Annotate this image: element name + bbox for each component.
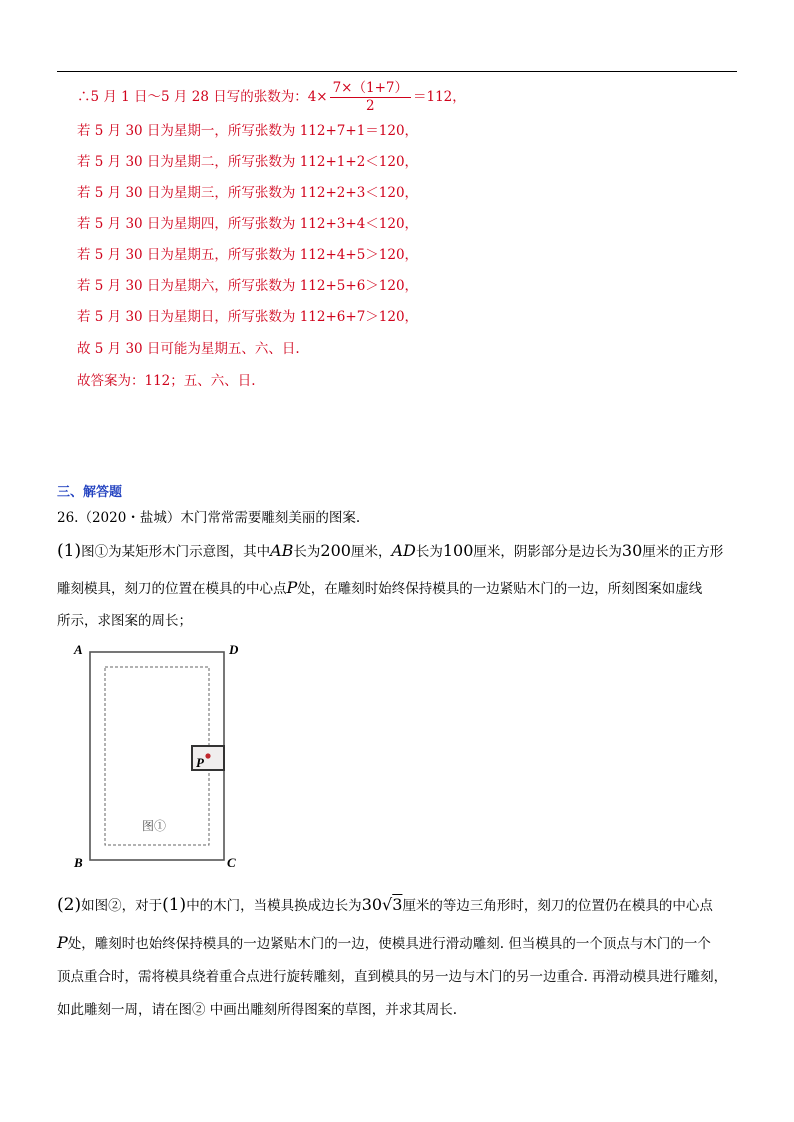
- question-stem: 26.（2020・盐城）木门常常需要雕刻美丽的图案.: [57, 510, 361, 526]
- solution-case-tue: 若 5 月 30 日为星期二，所写张数为 112+1+2＜120，: [77, 154, 419, 170]
- solution-answer: 故答案为：112；五、六、日.: [77, 373, 256, 389]
- part1-text-e: 厘米，阴影部分是边长为: [473, 544, 622, 560]
- figure-caption: 图①: [142, 819, 167, 833]
- part1-text-c: 厘米，: [350, 544, 392, 560]
- fraction: [330, 80, 411, 115]
- part2-number: (2): [57, 895, 82, 915]
- part1-line-3: 所示，求图案的周长；: [57, 613, 192, 629]
- part2-line-2-text: 处，雕刻时也始终保持模具的一边紧贴木门的一边，使模具进行滑动雕刻. 但当模具的一个顶点与木门的一个: [67, 936, 711, 952]
- solution-case-fri: 若 5 月 30 日为星期五，所写张数为 112+4+5＞120，: [77, 247, 419, 263]
- part1-line-2-b: 处，在雕刻时始终保持模具的一边紧贴木门的一边，所刻图案如虚线: [297, 581, 703, 597]
- side2-coefficient: 30: [361, 895, 383, 914]
- solution-case-sun: 若 5 月 30 日为星期日，所写张数为 112+6+7＞120，: [77, 309, 419, 325]
- section-title: 三、解答题: [57, 485, 123, 500]
- fraction-denominator: 2: [365, 98, 375, 114]
- part1-line-2: [57, 577, 702, 597]
- solution-line-1-suffix: ＝112，: [412, 89, 466, 105]
- part1-text-a: 图①为某矩形木门示意图，其中: [81, 544, 271, 560]
- part2-text-b: 中的木门，当模具换成边长为: [186, 898, 362, 914]
- part2-line-4: 如此雕刻一周，请在图② 中画出雕刻所得图案的草图，并求其周长.: [57, 1002, 458, 1018]
- segment-ad: AD: [391, 541, 416, 560]
- part1-number: (1): [57, 541, 82, 561]
- figure-1-door: [68, 640, 248, 870]
- point-p-2: P: [57, 933, 68, 952]
- segment-ab: AB: [270, 541, 294, 560]
- ab-value: 200: [320, 541, 351, 560]
- label-p: P: [196, 755, 204, 770]
- part2-line-3: 顶点重合时，需将模具绕着重合点进行旋转雕刻，直到模具的另一边与木门的另一边重合. 再滑动模具进行雕刻，: [57, 969, 728, 985]
- part1-text-f: 厘米的正方形: [642, 544, 724, 560]
- header-rule: [57, 71, 737, 72]
- label-b: B: [74, 855, 83, 870]
- point-p: P: [286, 578, 298, 597]
- fraction-numerator: 7×（1+7）: [330, 80, 411, 98]
- part1-line-2-a: 雕刻模具，刻刀的位置在模具的中心点: [57, 581, 287, 597]
- solution-case-thu: 若 5 月 30 日为星期四，所写张数为 112+3+4＜120，: [77, 216, 419, 232]
- label-a: A: [74, 642, 83, 657]
- solution-case-wed: 若 5 月 30 日为星期三，所写张数为 112+2+3＜120，: [77, 185, 419, 201]
- part1-text-b: 长为: [293, 544, 321, 560]
- part2-line-1: [57, 894, 713, 915]
- part2-ref: (1): [162, 895, 187, 915]
- sqrt-sign: √: [382, 895, 393, 914]
- solution-case-mon: 若 5 月 30 日为星期一，所写张数为 112+7+1＝120，: [77, 123, 419, 139]
- knife-point: [205, 753, 210, 758]
- part2-line-2: [57, 932, 711, 952]
- ad-value: 100: [442, 541, 474, 560]
- part2-text-c: 厘米的等边三角形时，刻刀的位置仍在模具的中心点: [402, 898, 713, 914]
- label-c: C: [227, 855, 236, 870]
- solution-line-1: [77, 80, 466, 115]
- part1-text-d: 长为: [415, 544, 443, 560]
- side-value: 30: [621, 541, 643, 560]
- part1-line-1: [57, 540, 723, 561]
- solution-line-1-prefix: ∴5 月 1 日～5 月 28 日写的张数为：4×: [77, 89, 328, 105]
- solution-case-sat: 若 5 月 30 日为星期六，所写张数为 112+5+6＞120，: [77, 278, 419, 294]
- sqrt-radicand: 3: [392, 895, 403, 914]
- part2-text-a: 如图②，对于: [81, 898, 163, 914]
- label-d: D: [229, 642, 239, 657]
- solution-conclusion: 故 5 月 30 日可能为星期五、六、日.: [77, 341, 300, 357]
